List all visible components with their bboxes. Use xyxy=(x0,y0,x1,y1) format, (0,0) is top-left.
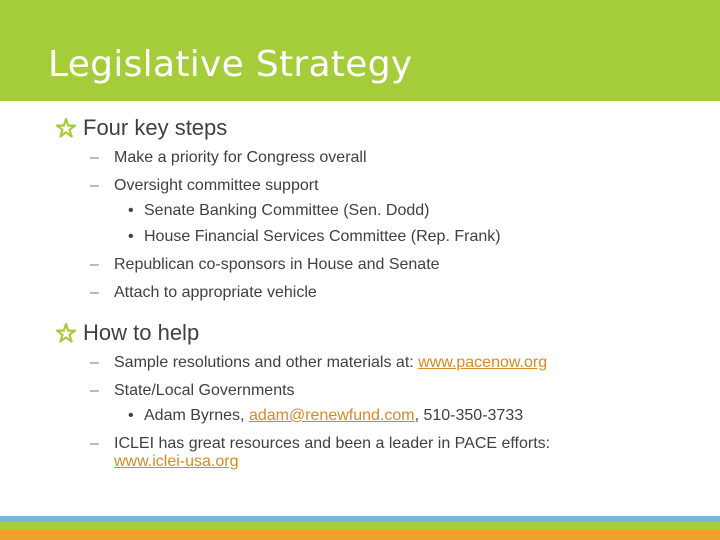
list-item-text: Oversight committee support xyxy=(114,177,319,194)
dash-marker: – xyxy=(90,382,99,399)
list-item-text: Make a priority for Congress overall xyxy=(114,149,367,166)
list-item-text-group xyxy=(114,354,547,372)
contact-name: Adam Byrnes, xyxy=(144,407,249,424)
star-outline-icon xyxy=(56,118,76,138)
list-item-text: ICLEI has great resources and been a leader in PACE efforts: xyxy=(114,435,551,452)
section-heading-text: How to help xyxy=(83,320,200,345)
dash-marker: – xyxy=(90,435,99,452)
slide-title: Legislative Strategy xyxy=(48,44,413,85)
pacenow-link[interactable]: www.pacenow.org xyxy=(418,354,548,371)
dash-marker: – xyxy=(90,177,99,194)
list-item-text: Attach to appropriate vehicle xyxy=(114,284,317,301)
list-item-text: Republican co-sponsors in House and Senate xyxy=(114,256,440,273)
sub-list-item-text-group xyxy=(144,407,523,425)
sub-list-item-text: House Financial Services Committee (Rep. Frank) xyxy=(144,228,501,245)
bottom-stripe-green xyxy=(0,522,720,530)
bullet-marker: • xyxy=(128,407,134,424)
dash-marker: – xyxy=(90,149,99,166)
section-heading-text: Four key steps xyxy=(83,115,228,140)
dash-marker: – xyxy=(90,256,99,273)
bottom-stripe-orange xyxy=(0,530,720,540)
dash-marker: – xyxy=(90,354,99,371)
sub-list-item-text: Senate Banking Committee (Sen. Dodd) xyxy=(144,202,430,219)
star-outline-icon xyxy=(56,323,76,343)
list-item-text: Sample resolutions and other materials at: xyxy=(114,354,419,371)
list-item-text-group xyxy=(114,435,550,471)
contact-phone: , 510-350-3733 xyxy=(414,407,524,424)
dash-marker: – xyxy=(90,284,99,301)
email-link[interactable]: adam@renewfund.com xyxy=(248,407,415,424)
bullet-marker: • xyxy=(128,202,134,219)
list-item-text: State/Local Governments xyxy=(114,382,295,399)
iclei-link[interactable]: www.iclei-usa.org xyxy=(114,453,239,470)
bullet-marker: • xyxy=(128,228,134,245)
